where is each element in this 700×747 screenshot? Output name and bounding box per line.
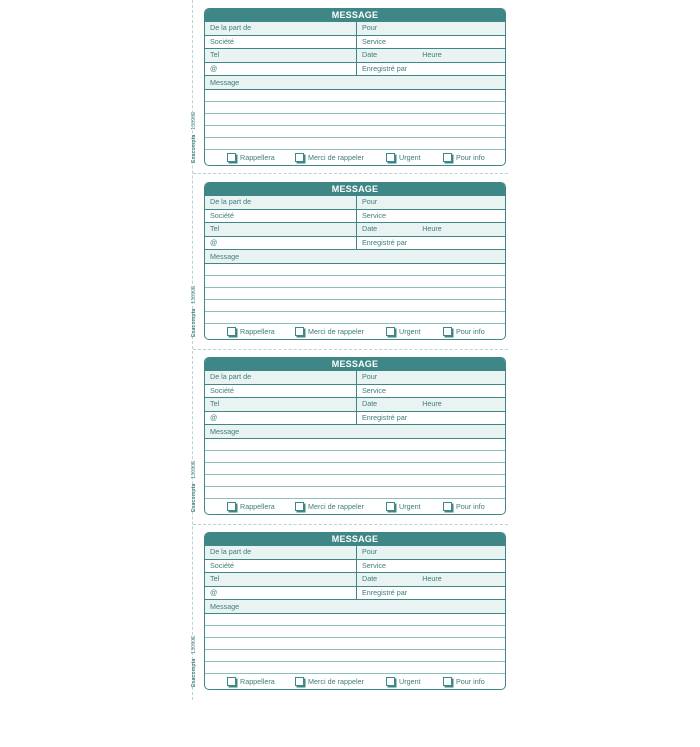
- date-label: Date: [362, 399, 378, 408]
- row-from-to: [205, 22, 505, 36]
- to-label: Pour: [362, 23, 378, 32]
- message-label: Message: [205, 250, 505, 264]
- checkbox-label: Urgent: [399, 326, 421, 336]
- checkbox-label: Merci de rappeler: [308, 501, 364, 511]
- date-time-field[interactable]: [357, 398, 505, 411]
- message-slip: [204, 357, 506, 515]
- message-line[interactable]: [205, 662, 505, 674]
- checkbox-label: Rappellera: [240, 326, 275, 336]
- service-label: Service: [362, 36, 386, 46]
- message-line[interactable]: [205, 90, 505, 102]
- row-tel-date: [205, 398, 505, 412]
- product-reference: 13090E: [191, 635, 197, 654]
- from-field[interactable]: De la part de: [205, 22, 357, 35]
- checkbox-square-icon: [443, 502, 452, 511]
- from-field[interactable]: De la part de: [205, 371, 357, 384]
- message-label: Message: [205, 425, 505, 439]
- checkbox-square-icon: [386, 677, 395, 686]
- checkbox-will-call-back[interactable]: [227, 502, 295, 511]
- message-line[interactable]: [205, 463, 505, 475]
- checkbox-for-info[interactable]: [443, 327, 485, 336]
- checkbox-label: Rappellera: [240, 152, 275, 162]
- row-tel-date: [205, 49, 505, 63]
- message-line[interactable]: [205, 487, 505, 499]
- time-label: Heure: [422, 574, 442, 583]
- horizontal-perforation: [193, 173, 508, 174]
- slip-title: MESSAGE: [205, 9, 505, 22]
- checkbox-label: Pour info: [456, 152, 485, 162]
- checkbox-label: Pour info: [456, 326, 485, 336]
- from-field[interactable]: De la part de: [205, 196, 357, 209]
- checkbox-will-call-back[interactable]: [227, 327, 295, 336]
- service-label: Service: [362, 385, 386, 395]
- checkbox-label: Pour info: [456, 676, 485, 686]
- checkbox-label: Urgent: [399, 501, 421, 511]
- checkbox-label: Pour info: [456, 501, 485, 511]
- row-company-service: [205, 36, 505, 50]
- recorded-by-label: Enregistré par: [362, 63, 408, 73]
- brand-sidebar: [191, 635, 209, 747]
- checkbox-square-icon: [227, 677, 236, 686]
- company-field[interactable]: Société: [205, 210, 357, 223]
- brand-text: [191, 111, 197, 163]
- brand-name: Exacompta: [191, 658, 197, 687]
- checkbox-for-info[interactable]: [443, 502, 485, 511]
- slip-title: MESSAGE: [205, 358, 505, 371]
- checkbox-label: Rappellera: [240, 676, 275, 686]
- tel-field[interactable]: Tel: [205, 398, 357, 411]
- checkbox-please-call-back[interactable]: [295, 502, 386, 511]
- product-reference: 13090E: [191, 285, 197, 304]
- message-label: Message: [205, 600, 505, 614]
- message-line[interactable]: [205, 650, 505, 662]
- checkbox-please-call-back[interactable]: [295, 327, 386, 336]
- service-field[interactable]: [357, 385, 505, 398]
- checkbox-label: Rappellera: [240, 501, 275, 511]
- to-label: Pour: [362, 197, 378, 206]
- slip-title: MESSAGE: [205, 533, 505, 546]
- checkbox-square-icon: [443, 677, 452, 686]
- message-line[interactable]: [205, 312, 505, 324]
- recorded-by-field[interactable]: [357, 587, 505, 600]
- date-label: Date: [362, 50, 378, 59]
- recorded-by-label: Enregistré par: [362, 587, 408, 597]
- message-line[interactable]: [205, 475, 505, 487]
- checkbox-square-icon: [295, 327, 304, 336]
- row-email-recorded: [205, 63, 505, 77]
- horizontal-perforation: [193, 349, 508, 350]
- time-label: Heure: [422, 224, 442, 233]
- checkbox-square-icon: [386, 502, 395, 511]
- checkbox-label: Merci de rappeler: [308, 326, 364, 336]
- checkbox-please-call-back[interactable]: [295, 153, 386, 162]
- checkbox-label: Urgent: [399, 152, 421, 162]
- checkbox-label: Merci de rappeler: [308, 676, 364, 686]
- product-reference: 13090E: [191, 111, 197, 130]
- checkbox-square-icon: [386, 153, 395, 162]
- checkbox-row: [205, 499, 505, 513]
- product-reference: 13090E: [191, 460, 197, 479]
- checkbox-row: [205, 150, 505, 164]
- service-label: Service: [362, 560, 386, 570]
- to-field[interactable]: [357, 22, 505, 35]
- slip-title: MESSAGE: [205, 183, 505, 196]
- checkbox-square-icon: [295, 502, 304, 511]
- to-field[interactable]: [357, 371, 505, 384]
- row-company-service: [205, 385, 505, 399]
- checkbox-square-icon: [227, 502, 236, 511]
- recorded-by-field[interactable]: [357, 412, 505, 425]
- checkbox-square-icon: [443, 327, 452, 336]
- recorded-by-field[interactable]: [357, 63, 505, 76]
- to-label: Pour: [362, 547, 378, 556]
- message-line[interactable]: [205, 439, 505, 451]
- message-line[interactable]: [205, 626, 505, 638]
- row-company-service: [205, 210, 505, 224]
- message-line[interactable]: [205, 451, 505, 463]
- checkbox-will-call-back[interactable]: [227, 153, 295, 162]
- to-label: Pour: [362, 372, 378, 381]
- date-time-field[interactable]: [357, 573, 505, 586]
- recorded-by-label: Enregistré par: [362, 237, 408, 247]
- tel-field[interactable]: Tel: [205, 573, 357, 586]
- checkbox-please-call-back[interactable]: [295, 677, 386, 686]
- time-label: Heure: [422, 50, 442, 59]
- date-time-field[interactable]: [357, 223, 505, 236]
- row-from-to: [205, 371, 505, 385]
- brand-name: Exacompta: [191, 483, 197, 512]
- checkbox-square-icon: [227, 153, 236, 162]
- message-line[interactable]: [205, 126, 505, 138]
- from-field[interactable]: De la part de: [205, 546, 357, 559]
- brand-text: [191, 285, 197, 337]
- recorded-by-field[interactable]: [357, 237, 505, 250]
- message-slip: [204, 8, 506, 166]
- checkbox-label: Merci de rappeler: [308, 152, 364, 162]
- message-line[interactable]: [205, 288, 505, 300]
- checkbox-urgent[interactable]: [386, 502, 443, 511]
- checkbox-label: Urgent: [399, 676, 421, 686]
- horizontal-perforation: [193, 524, 508, 525]
- message-line[interactable]: [205, 138, 505, 150]
- checkbox-for-info[interactable]: [443, 677, 485, 686]
- company-field[interactable]: Société: [205, 36, 357, 49]
- message-line[interactable]: [205, 102, 505, 114]
- message-slip: [204, 532, 506, 690]
- message-line[interactable]: [205, 638, 505, 650]
- brand-name: Exacompta: [191, 134, 197, 163]
- tel-field[interactable]: Tel: [205, 49, 357, 62]
- recorded-by-label: Enregistré par: [362, 412, 408, 422]
- checkbox-row: [205, 324, 505, 338]
- checkbox-will-call-back[interactable]: [227, 677, 295, 686]
- checkbox-row: [205, 674, 505, 688]
- email-field[interactable]: @: [205, 237, 357, 250]
- service-field[interactable]: [357, 210, 505, 223]
- row-tel-date: [205, 573, 505, 587]
- row-tel-date: [205, 223, 505, 237]
- date-time-field[interactable]: [357, 49, 505, 62]
- row-company-service: [205, 560, 505, 574]
- message-line[interactable]: [205, 264, 505, 276]
- date-label: Date: [362, 224, 378, 233]
- brand-text: [191, 460, 197, 512]
- company-field[interactable]: Société: [205, 385, 357, 398]
- checkbox-square-icon: [295, 153, 304, 162]
- message-label: Message: [205, 76, 505, 90]
- row-from-to: [205, 196, 505, 210]
- to-field[interactable]: [357, 196, 505, 209]
- brand-text: [191, 635, 197, 687]
- row-email-recorded: [205, 587, 505, 601]
- row-email-recorded: [205, 237, 505, 251]
- to-field[interactable]: [357, 546, 505, 559]
- email-field[interactable]: @: [205, 412, 357, 425]
- service-label: Service: [362, 210, 386, 220]
- email-field[interactable]: @: [205, 63, 357, 76]
- email-field[interactable]: @: [205, 587, 357, 600]
- tel-field[interactable]: Tel: [205, 223, 357, 236]
- checkbox-square-icon: [227, 327, 236, 336]
- message-line[interactable]: [205, 614, 505, 626]
- row-from-to: [205, 546, 505, 560]
- checkbox-square-icon: [295, 677, 304, 686]
- row-email-recorded: [205, 412, 505, 426]
- service-field[interactable]: [357, 560, 505, 573]
- time-label: Heure: [422, 399, 442, 408]
- checkbox-for-info[interactable]: [443, 153, 485, 162]
- checkbox-urgent[interactable]: [386, 677, 443, 686]
- service-field[interactable]: [357, 36, 505, 49]
- brand-name: Exacompta: [191, 308, 197, 337]
- date-label: Date: [362, 574, 378, 583]
- company-field[interactable]: Société: [205, 560, 357, 573]
- message-line[interactable]: [205, 114, 505, 126]
- message-line[interactable]: [205, 300, 505, 312]
- checkbox-urgent[interactable]: [386, 153, 443, 162]
- checkbox-square-icon: [386, 327, 395, 336]
- checkbox-square-icon: [443, 153, 452, 162]
- message-slip: [204, 182, 506, 340]
- checkbox-urgent[interactable]: [386, 327, 443, 336]
- message-line[interactable]: [205, 276, 505, 288]
